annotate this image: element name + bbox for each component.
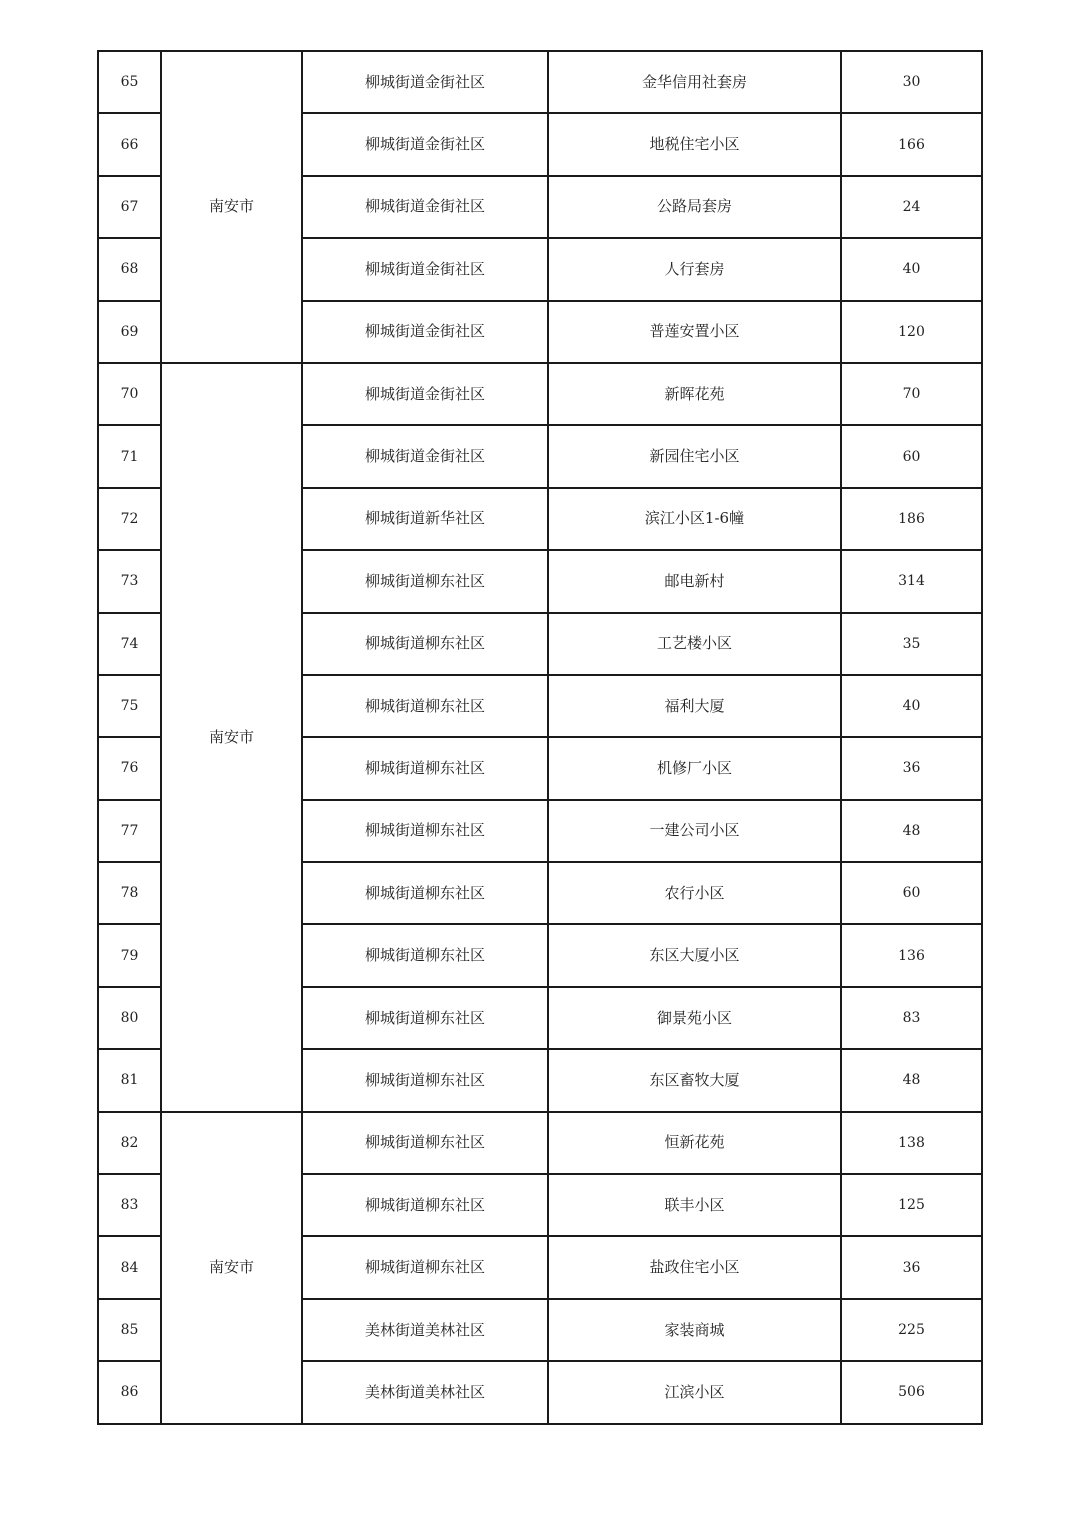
community-cell: 柳城街道金街社区 bbox=[302, 176, 548, 238]
estate-list-body bbox=[98, 51, 982, 1424]
estate-name-cell: 滨江小区1-6幢 bbox=[548, 488, 841, 550]
row-number-cell: 66 bbox=[98, 113, 161, 175]
estate-name-cell: 邮电新村 bbox=[548, 550, 841, 612]
community-cell: 柳城街道柳东社区 bbox=[302, 924, 548, 986]
city-cell: 南安市 bbox=[161, 51, 302, 363]
household-count-cell: 136 bbox=[841, 924, 982, 986]
estate-name-cell: 东区畜牧大厦 bbox=[548, 1049, 841, 1111]
estate-name-cell: 御景苑小区 bbox=[548, 987, 841, 1049]
estate-name-cell: 一建公司小区 bbox=[548, 800, 841, 862]
row-number-cell: 85 bbox=[98, 1299, 161, 1361]
estate-name-cell: 东区大厦小区 bbox=[548, 924, 841, 986]
household-count-cell: 48 bbox=[841, 1049, 982, 1111]
row-number-cell: 67 bbox=[98, 176, 161, 238]
household-count-cell: 138 bbox=[841, 1112, 982, 1174]
row-number-cell: 83 bbox=[98, 1174, 161, 1236]
household-count-cell: 186 bbox=[841, 488, 982, 550]
community-cell: 柳城街道柳东社区 bbox=[302, 550, 548, 612]
community-cell: 柳城街道柳东社区 bbox=[302, 675, 548, 737]
estate-name-cell: 金华信用社套房 bbox=[548, 51, 841, 113]
city-cell: 南安市 bbox=[161, 363, 302, 1112]
estate-name-cell: 工艺楼小区 bbox=[548, 613, 841, 675]
household-count-cell: 30 bbox=[841, 51, 982, 113]
row-number-cell: 78 bbox=[98, 862, 161, 924]
community-cell: 柳城街道柳东社区 bbox=[302, 1236, 548, 1298]
row-number-cell: 69 bbox=[98, 301, 161, 363]
row-number-cell: 75 bbox=[98, 675, 161, 737]
row-number-cell: 68 bbox=[98, 238, 161, 300]
estate-name-cell: 家装商城 bbox=[548, 1299, 841, 1361]
row-number-cell: 71 bbox=[98, 425, 161, 487]
row-number-cell: 84 bbox=[98, 1236, 161, 1298]
community-cell: 柳城街道柳东社区 bbox=[302, 800, 548, 862]
row-number-cell: 81 bbox=[98, 1049, 161, 1111]
community-cell: 柳城街道柳东社区 bbox=[302, 737, 548, 799]
community-cell: 柳城街道新华社区 bbox=[302, 488, 548, 550]
household-count-cell: 83 bbox=[841, 987, 982, 1049]
table-row bbox=[98, 363, 982, 425]
row-number-cell: 80 bbox=[98, 987, 161, 1049]
community-cell: 柳城街道柳东社区 bbox=[302, 862, 548, 924]
community-cell: 美林街道美林社区 bbox=[302, 1299, 548, 1361]
community-cell: 柳城街道柳东社区 bbox=[302, 1112, 548, 1174]
community-cell: 柳城街道金街社区 bbox=[302, 238, 548, 300]
household-count-cell: 40 bbox=[841, 238, 982, 300]
community-cell: 美林街道美林社区 bbox=[302, 1361, 548, 1423]
community-cell: 柳城街道柳东社区 bbox=[302, 1049, 548, 1111]
community-cell: 柳城街道金街社区 bbox=[302, 51, 548, 113]
community-cell: 柳城街道金街社区 bbox=[302, 363, 548, 425]
row-number-cell: 73 bbox=[98, 550, 161, 612]
household-count-cell: 48 bbox=[841, 800, 982, 862]
estate-name-cell: 农行小区 bbox=[548, 862, 841, 924]
table-row bbox=[98, 51, 982, 113]
household-count-cell: 120 bbox=[841, 301, 982, 363]
estate-name-cell: 公路局套房 bbox=[548, 176, 841, 238]
household-count-cell: 60 bbox=[841, 862, 982, 924]
household-count-cell: 35 bbox=[841, 613, 982, 675]
household-count-cell: 36 bbox=[841, 737, 982, 799]
household-count-cell: 36 bbox=[841, 1236, 982, 1298]
row-number-cell: 74 bbox=[98, 613, 161, 675]
estate-name-cell: 联丰小区 bbox=[548, 1174, 841, 1236]
household-count-cell: 125 bbox=[841, 1174, 982, 1236]
estate-name-cell: 普莲安置小区 bbox=[548, 301, 841, 363]
household-count-cell: 24 bbox=[841, 176, 982, 238]
estate-name-cell: 机修厂小区 bbox=[548, 737, 841, 799]
estate-name-cell: 江滨小区 bbox=[548, 1361, 841, 1423]
household-count-cell: 40 bbox=[841, 675, 982, 737]
community-cell: 柳城街道金街社区 bbox=[302, 301, 548, 363]
estate-name-cell: 福利大厦 bbox=[548, 675, 841, 737]
household-count-cell: 314 bbox=[841, 550, 982, 612]
household-count-cell: 506 bbox=[841, 1361, 982, 1423]
row-number-cell: 70 bbox=[98, 363, 161, 425]
estate-name-cell: 人行套房 bbox=[548, 238, 841, 300]
table-row bbox=[98, 1112, 982, 1174]
household-count-cell: 70 bbox=[841, 363, 982, 425]
estate-name-cell: 地税住宅小区 bbox=[548, 113, 841, 175]
row-number-cell: 76 bbox=[98, 737, 161, 799]
household-count-cell: 166 bbox=[841, 113, 982, 175]
estate-name-cell: 盐政住宅小区 bbox=[548, 1236, 841, 1298]
household-count-cell: 225 bbox=[841, 1299, 982, 1361]
row-number-cell: 82 bbox=[98, 1112, 161, 1174]
community-cell: 柳城街道柳东社区 bbox=[302, 613, 548, 675]
row-number-cell: 86 bbox=[98, 1361, 161, 1423]
row-number-cell: 79 bbox=[98, 924, 161, 986]
household-count-cell: 60 bbox=[841, 425, 982, 487]
estate-name-cell: 新晖花苑 bbox=[548, 363, 841, 425]
row-number-cell: 65 bbox=[98, 51, 161, 113]
estate-name-cell: 恒新花苑 bbox=[548, 1112, 841, 1174]
row-number-cell: 72 bbox=[98, 488, 161, 550]
estate-list-table bbox=[97, 50, 983, 1425]
estate-name-cell: 新园住宅小区 bbox=[548, 425, 841, 487]
row-number-cell: 77 bbox=[98, 800, 161, 862]
community-cell: 柳城街道柳东社区 bbox=[302, 987, 548, 1049]
community-cell: 柳城街道金街社区 bbox=[302, 425, 548, 487]
community-cell: 柳城街道柳东社区 bbox=[302, 1174, 548, 1236]
city-cell: 南安市 bbox=[161, 1112, 302, 1424]
community-cell: 柳城街道金街社区 bbox=[302, 113, 548, 175]
